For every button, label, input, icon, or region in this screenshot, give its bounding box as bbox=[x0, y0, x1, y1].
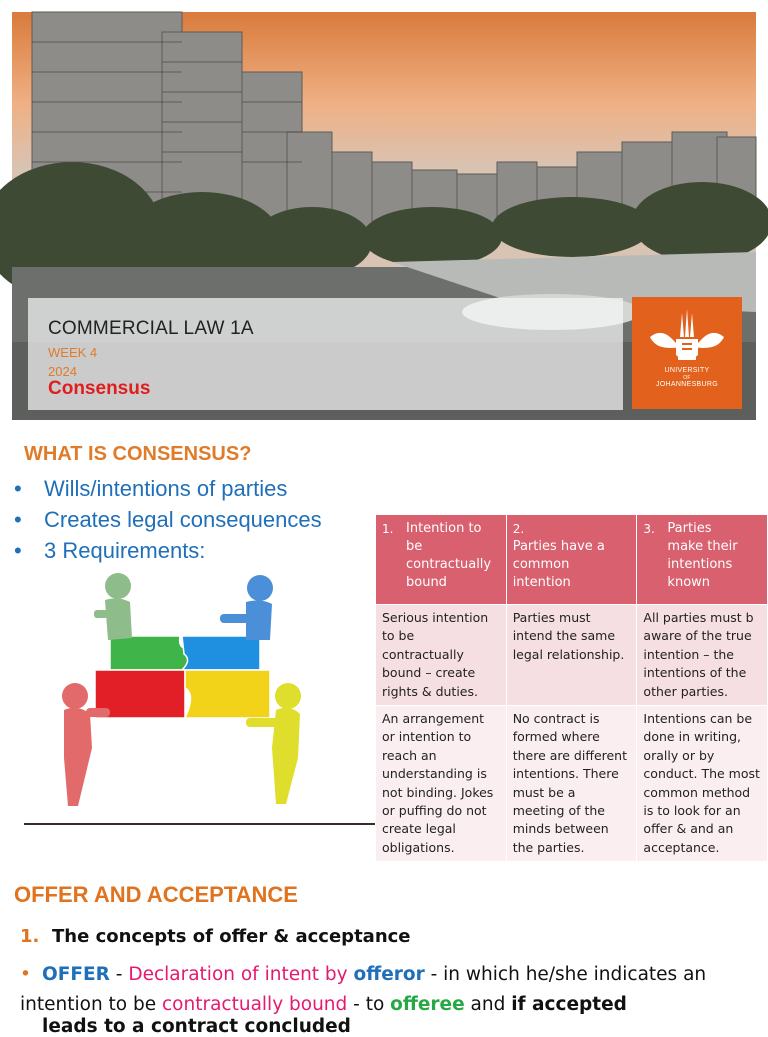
header-number: 1. bbox=[382, 522, 394, 536]
bullet-dot: • bbox=[14, 476, 22, 501]
bullet-text: Creates legal consequences bbox=[44, 507, 322, 532]
table-cell: Serious intention to be contractually bound – create rights & duties. bbox=[376, 605, 507, 706]
offer-definition bbox=[20, 960, 760, 1020]
concept-label: The concepts of offer & acceptance bbox=[52, 926, 411, 947]
bullet-item bbox=[14, 535, 322, 566]
table-cell: Intentions can be done in writing, orally or by conduct. The most common method is to look for an offer & and an acceptance. bbox=[637, 706, 768, 862]
table-cell: Parties must intend the same legal relationship. bbox=[506, 605, 637, 706]
bullet-item bbox=[14, 504, 322, 535]
header-label: Parties have a common intention bbox=[512, 539, 605, 590]
year-label: 2024 bbox=[48, 364, 77, 379]
concept-number: 1. bbox=[20, 926, 40, 947]
table-header-cell bbox=[376, 515, 507, 605]
text-dash: - bbox=[109, 964, 129, 985]
consensus-heading: WHAT IS CONSENSUS? bbox=[24, 443, 252, 465]
bound-text: contractually bound bbox=[162, 994, 348, 1015]
table-header-cell bbox=[637, 515, 768, 605]
table-row bbox=[376, 605, 768, 706]
table-cell: All parties must b aware of the true intention – the intentions of the other parties. bbox=[637, 605, 768, 706]
cut-off-line: leads to a contract concluded bbox=[42, 1016, 351, 1037]
table-header-cell bbox=[506, 515, 637, 605]
header-label: Parties make their intentions known bbox=[667, 521, 738, 590]
definition-text: Declaration of intent by bbox=[128, 964, 348, 985]
topic-title: Consensus bbox=[48, 378, 151, 399]
bullet-text: Wills/intentions of parties bbox=[44, 476, 288, 501]
bullet-dot: • bbox=[14, 538, 22, 563]
bullet-dot: • bbox=[20, 964, 31, 985]
bullet-text: 3 Requirements: bbox=[44, 538, 206, 563]
concept-item bbox=[20, 926, 411, 947]
puzzle-people-icon bbox=[50, 568, 320, 808]
course-title: COMMERCIAL LAW 1A bbox=[48, 318, 254, 339]
header-number: 3. bbox=[643, 522, 655, 536]
offeror-term: offeror bbox=[353, 964, 425, 985]
divider-line bbox=[24, 823, 376, 825]
university-crest-icon bbox=[632, 297, 742, 409]
logo-text-line1: UNIVERSITY bbox=[664, 367, 710, 374]
header-label: Intention to be contractually bound bbox=[406, 521, 492, 590]
offer-term: OFFER bbox=[42, 964, 110, 985]
offer-acceptance-heading: OFFER AND ACCEPTANCE bbox=[14, 882, 298, 907]
text-and: and bbox=[464, 994, 512, 1015]
offeree-term: offeree bbox=[390, 994, 465, 1015]
header-number: 2. bbox=[512, 522, 525, 536]
consensus-bullets bbox=[14, 473, 322, 566]
requirements-table bbox=[375, 514, 768, 862]
table-header-row bbox=[376, 515, 768, 605]
university-logo bbox=[632, 297, 742, 409]
table-row bbox=[376, 706, 768, 862]
bullet-dot: • bbox=[14, 507, 22, 532]
table-cell: No contract is formed where there are different intentions. There must be a meeting of the minds between the parties. bbox=[506, 706, 637, 862]
table-cell: An arrangement or intention to reach an understanding is not binding. Jokes or puffing do not create legal obligations. bbox=[376, 706, 507, 862]
if-accepted-text: if accepted bbox=[511, 994, 627, 1015]
week-label: WEEK 4 bbox=[48, 345, 98, 360]
bullet-item bbox=[14, 473, 322, 504]
logo-text-line2: OF bbox=[683, 375, 691, 381]
logo-text-line3: JOHANNESBURG bbox=[656, 381, 718, 388]
text-mid: - in which he/she indicates an intention to be bbox=[20, 964, 707, 1015]
text-to: - to bbox=[347, 994, 391, 1015]
